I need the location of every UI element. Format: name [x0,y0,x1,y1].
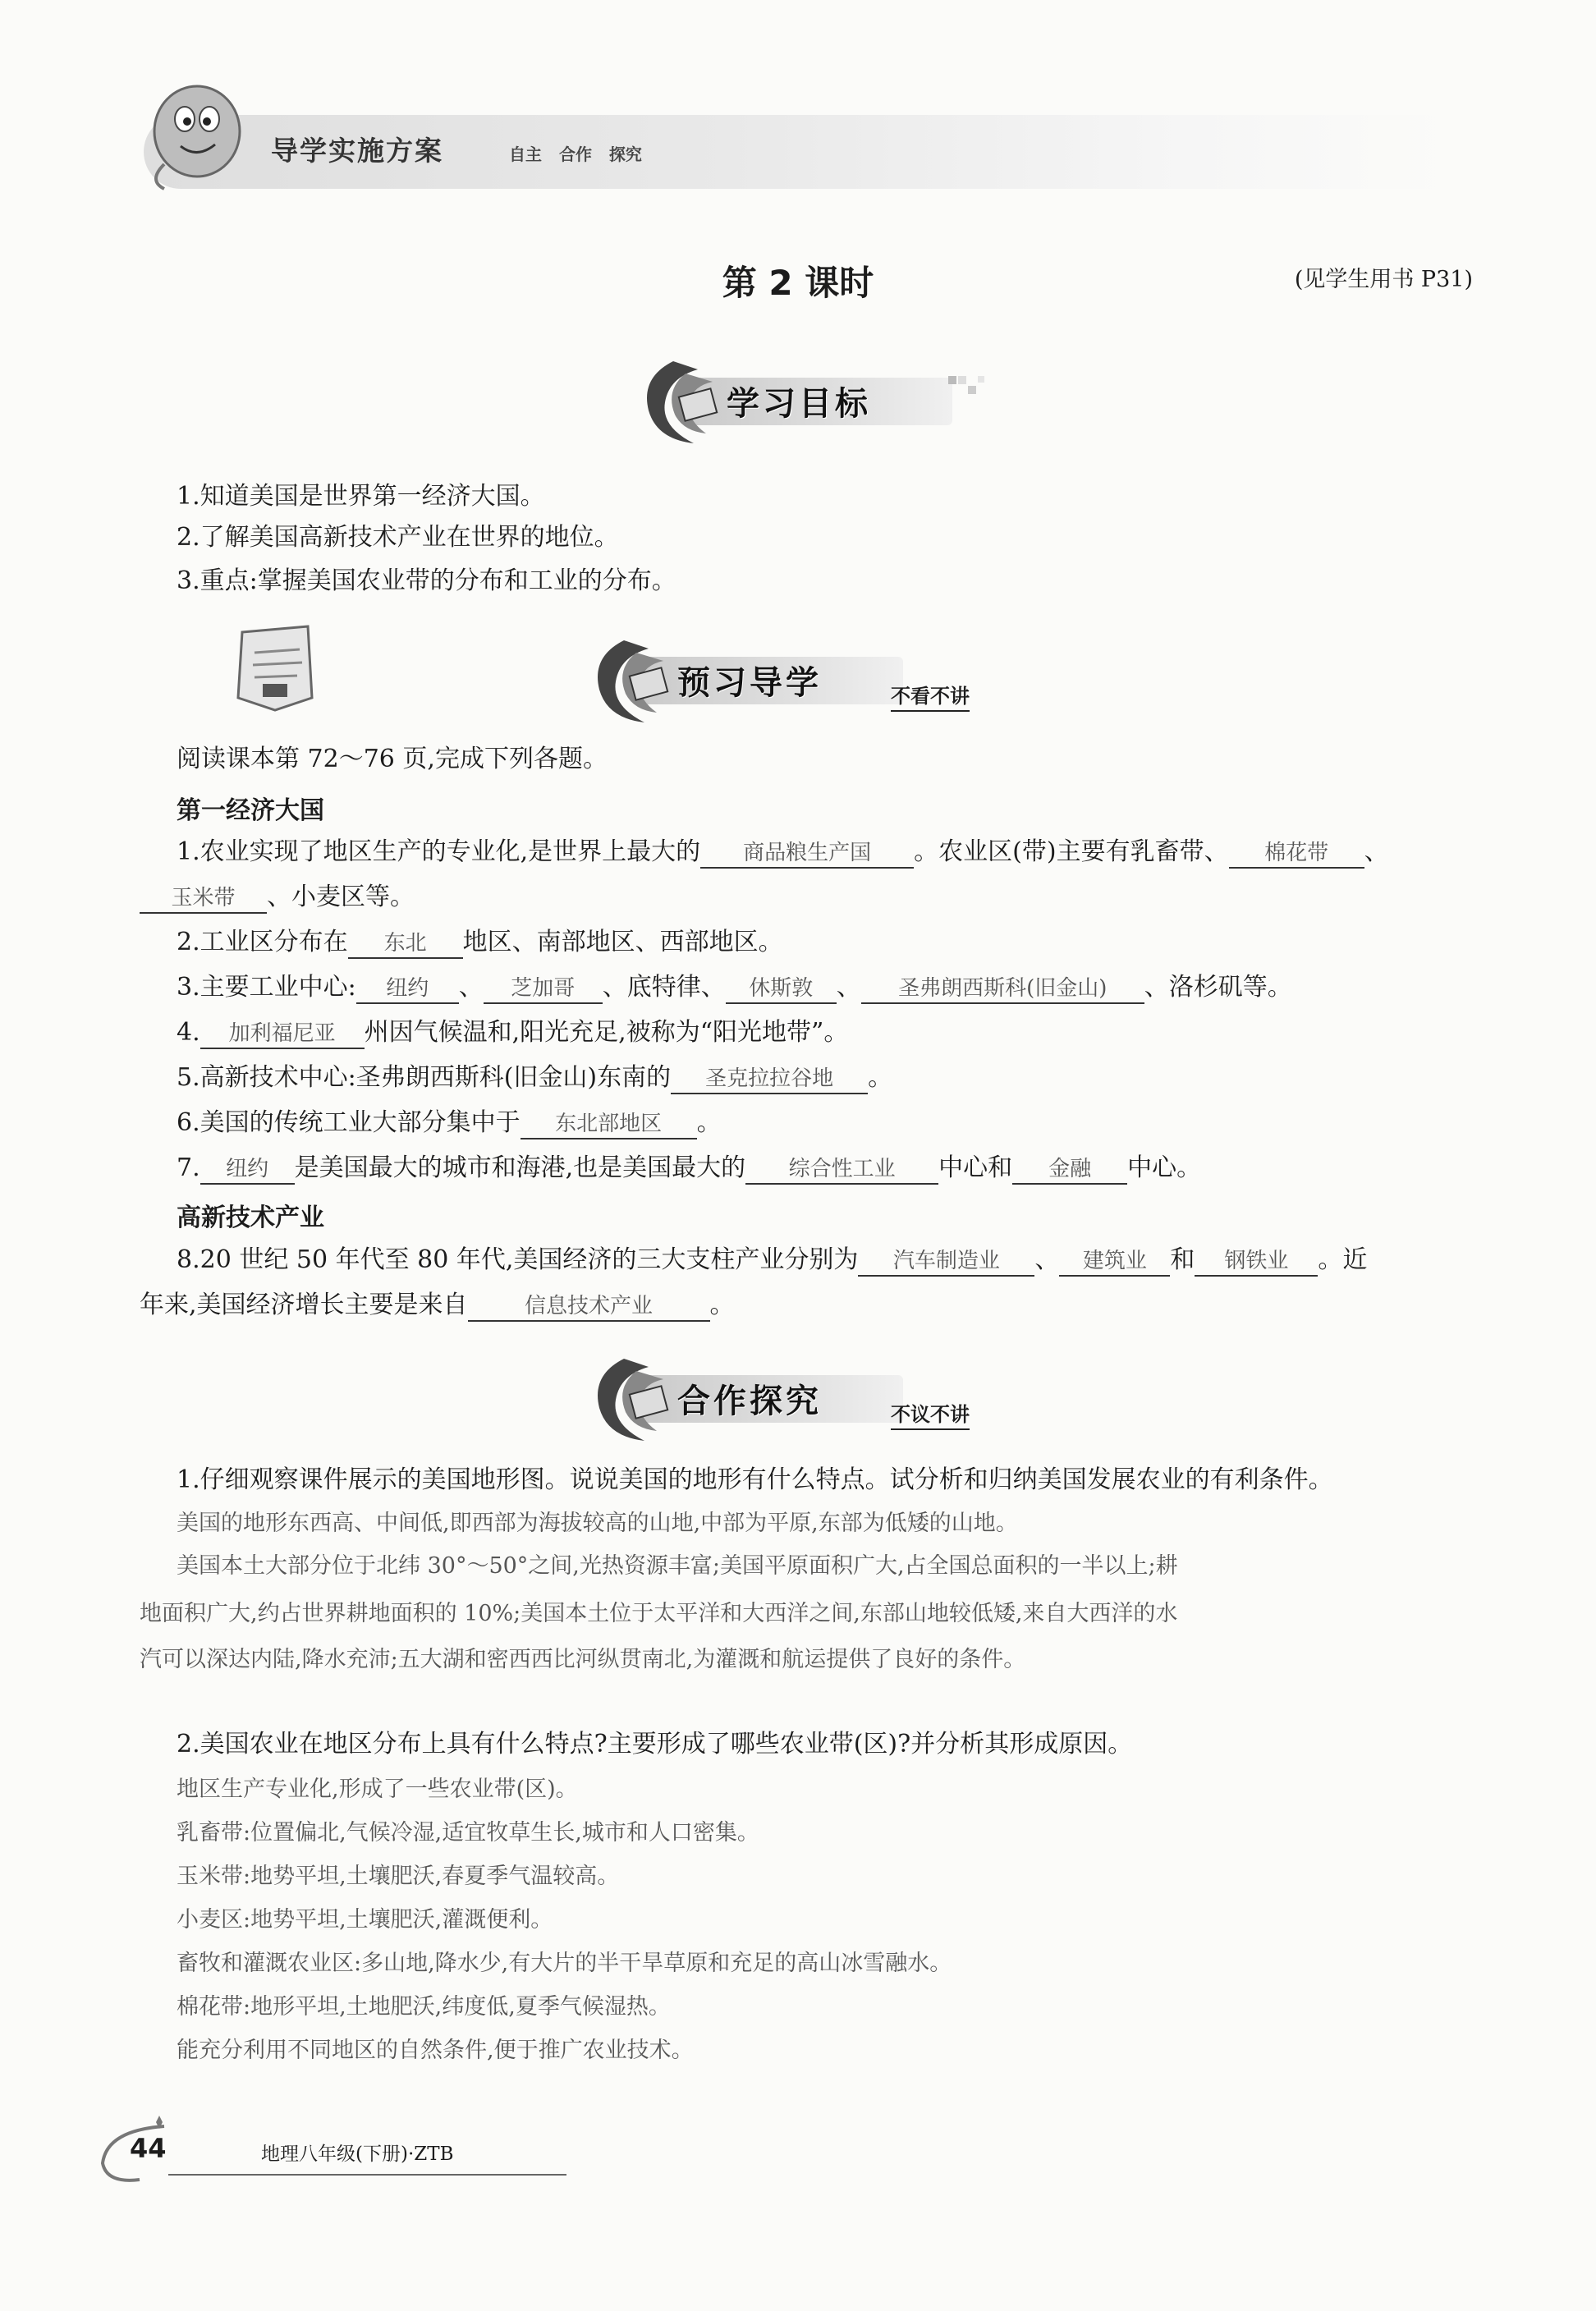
explore-banner-label: 合作探究 [677,1382,822,1420]
handwritten-answer: 美国本土大部分位于北纬 30°～50°之间,光热资源丰富;美国平原面积广大,占全国总面积的一半以上;耕 [177,1553,1178,1579]
stamp-icon [230,620,320,714]
goal-item: 2.了解美国高新技术产业在世界的地位。 [177,523,619,552]
handwritten-answer: 棉花带:地形平坦,土地肥沃,纬度低,夏季气候湿热。 [177,1994,671,2020]
handwritten-answer: 小麦区:地势平坦,土壤肥沃,灌溉便利。 [177,1907,553,1933]
handwritten-answer: 美国的地形东西高、中间低,即西部为海拔较高的山地,中部为平原,东部为低矮的山地。 [177,1511,1018,1536]
answer-blank: 建筑业 [1059,1247,1170,1277]
question-1-cont: 玉米带 、小麦区等。 [140,881,415,914]
answer-blank: 芝加哥 [484,974,603,1004]
question-8-cont: 年来,美国经济增长主要是来自 信息技术产业 。 [140,1289,735,1322]
handwritten-answer: 能充分利用不同地区的自然条件,便于推广农业技术。 [177,2038,694,2063]
answer-blank: 圣克拉拉谷地 [671,1065,868,1094]
handwritten-answer: 乳畜带:位置偏北,气候冷湿,适宜牧草生长,城市和人口密集。 [177,1820,759,1846]
answer-blank: 东北部地区 [521,1110,697,1139]
goal-item: 1.知道美国是世界第一经济大国。 [177,482,545,511]
flame-swirl-icon [624,353,739,452]
answer-blank: 金融 [1012,1155,1127,1185]
goal-item: 3.重点:掌握美国农业带的分布和工业的分布。 [177,566,676,595]
handwritten-answer: 玉米带:地势平坦,土壤肥沃,春夏季气温较高。 [177,1864,620,1889]
lesson-reference: (见学生用书 P31) [1294,267,1473,292]
preview-banner-tag: 不看不讲 [891,680,970,712]
answer-blank: 纽约 [356,974,459,1004]
section-heading: 第一经济大国 [177,796,324,825]
goals-banner-label: 学习目标 [727,385,871,423]
footer-text: 地理八年级(下册)·ZTB [261,2144,454,2165]
answer-blank: 休斯敦 [726,974,837,1004]
explore-banner-tag: 不议不讲 [891,1398,970,1430]
answer-blank: 综合性工业 [745,1155,938,1185]
handwritten-answer: 地面积广大,约占世界耕地面积的 10%;美国本土位于太平洋和大西洋之间,东部山地较低矮,来自大西洋的水 [140,1601,1178,1626]
preview-banner-label: 预习导学 [677,664,822,702]
question-2: 2.工业区分布在 东北 地区、南部地区、西部地区。 [177,926,783,959]
explore-question-2: 2.美国农业在地区分布上具有什么特点?主要形成了哪些农业带(区)?并分析其形成原因。 [177,1730,1133,1758]
question-7: 7. 纽约 是美国最大的城市和海港,也是美国最大的 综合性工业 中心和 金融 中心。 [177,1152,1201,1185]
answer-blank: 玉米带 [140,884,267,914]
goals-banner [624,353,969,452]
answer-blank: 纽约 [200,1155,295,1185]
question-4: 4. 加利福尼亚 州因气候温和,阳光充足,被称为“阳光地带”。 [177,1016,848,1049]
handwritten-answer: 汽可以深达内陆,降水充沛;五大湖和密西西比河纵贯南北,为灌溉和航运提供了良好的条件。 [140,1647,1026,1672]
question-1: 1.农业实现了地区生产的专业化,是世界上最大的 商品粮生产国 。农业区(带)主要有乳畜带、 棉花带 、 [177,836,1389,869]
flame-swirl-icon [575,1350,690,1449]
question-3: 3.主要工业中心: 纽约 、 芝加哥 、底特律、 休斯敦 、 圣弗朗西斯科(旧金山) 、洛杉矶等。 [177,971,1292,1004]
flame-swirl-icon [575,632,690,731]
handwritten-answer: 畜牧和灌溉农业区:多山地,降水少,有大片的半干旱草原和充足的高山冰雪融水。 [177,1951,952,1976]
answer-blank: 钢铁业 [1195,1247,1318,1277]
pixel-blocks-icon [948,376,998,401]
footer-divider [168,2174,566,2176]
lesson-title: 第 2 课时 [722,263,874,303]
explore-banner [575,1350,1034,1449]
preview-banner [575,632,1034,731]
explore-question-1: 1.仔细观察课件展示的美国地形图。说说美国的地形有什么特点。试分析和归纳美国发展农业的有利条件。 [177,1465,1333,1494]
question-5: 5.高新技术中心:圣弗朗西斯科(旧金山)东南的 圣克拉拉谷地 。 [177,1062,892,1094]
answer-blank: 圣弗朗西斯科(旧金山) [861,974,1144,1004]
handwritten-answer: 地区生产专业化,形成了一些农业带(区)。 [177,1777,578,1802]
answer-blank: 商品粮生产国 [700,839,914,869]
mascot-icon [140,74,250,197]
answer-blank: 加利福尼亚 [200,1020,365,1049]
answer-blank: 东北 [348,929,463,959]
header-title: 导学实施方案 [271,135,443,167]
answer-blank: 信息技术产业 [468,1292,710,1322]
question-8: 8.20 世纪 50 年代至 80 年代,美国经济的三大支柱产业分别为 汽车制造业 、 建筑业 和 钢铁业 。近 [177,1244,1367,1277]
preview-intro: 阅读课本第 72～76 页,完成下列各题。 [177,745,608,773]
header-subtitle: 自主 合作 探究 [509,144,642,164]
answer-blank: 汽车制造业 [858,1247,1034,1277]
answer-blank: 棉花带 [1229,839,1364,869]
section-heading: 高新技术产业 [177,1204,324,1232]
question-6: 6.美国的传统工业大部分集中于 东北部地区 。 [177,1107,722,1139]
page-number: 44 [130,2133,167,2164]
